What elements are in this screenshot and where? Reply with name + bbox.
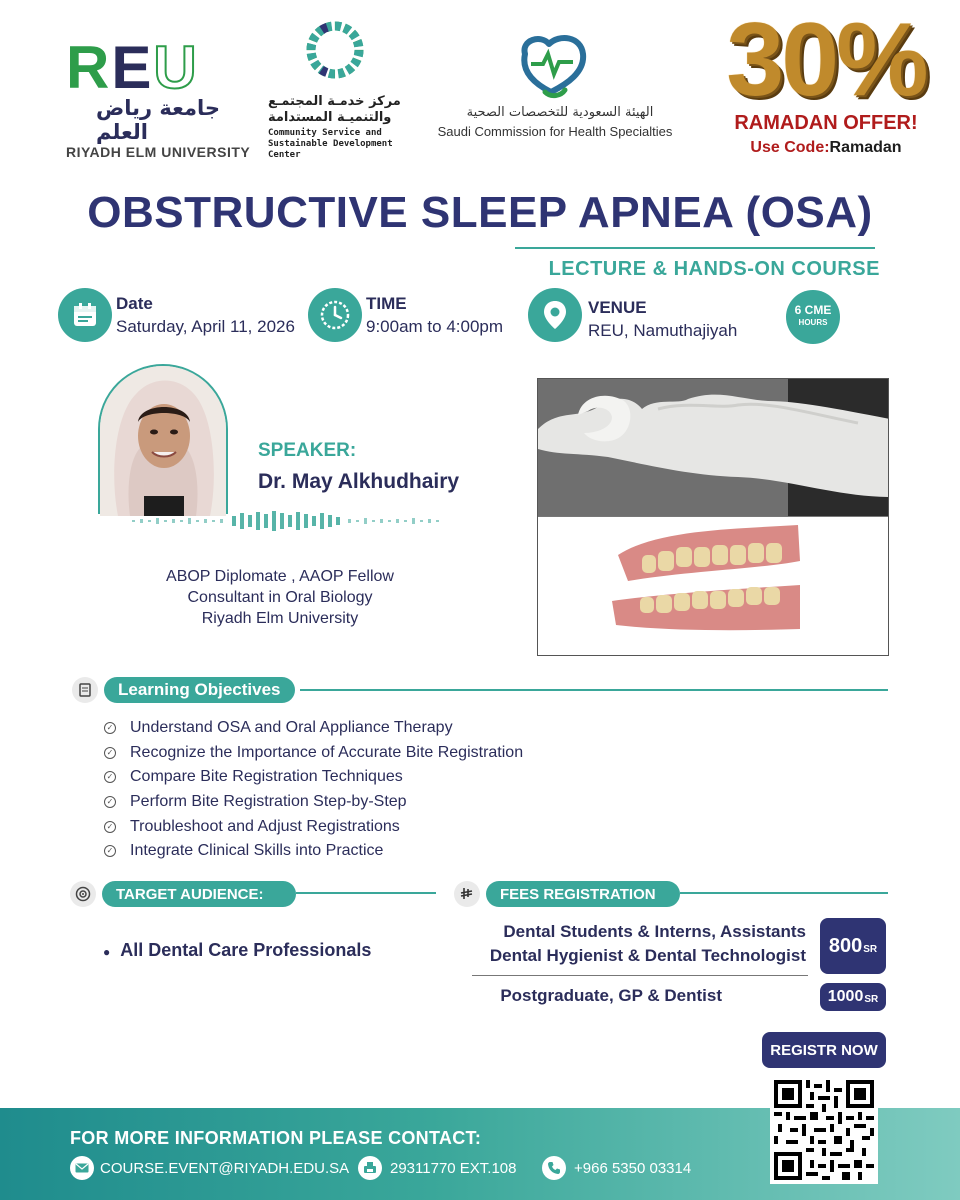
list-item [104, 814, 704, 839]
date-block [116, 294, 295, 337]
time-value: 9:00am to 4:00pm [366, 317, 504, 336]
fees-divider [680, 892, 888, 894]
objective-text: Compare Bite Registration Techniques [130, 768, 403, 786]
fees-heading: FEES REGISTRATION [486, 881, 680, 907]
community-english-line2: Sustainable Development Center [268, 139, 393, 160]
fee-tier-1-amount: 800 [828, 934, 863, 957]
community-ring-icon [305, 20, 365, 80]
check-icon: ✓ [104, 845, 116, 857]
community-arabic-name [268, 94, 401, 126]
footer-title: FOR MORE INFORMATION PLEASE CONTACT: [70, 1128, 482, 1148]
speaker-label: SPEAKER: [258, 440, 357, 461]
footer-phone[interactable]: 29311770 EXT.108 [390, 1160, 517, 1177]
email-icon [70, 1156, 94, 1180]
speaker-credentials [130, 566, 430, 629]
cme-hours-value: 6 CME [794, 303, 832, 317]
reu-arabic-name: جامعة رياض العلم [96, 96, 221, 144]
reu-english-name: RIYADH ELM UNIVERSITY [66, 144, 251, 160]
page-title: OBSTRUCTIVE SLEEP APNEA (OSA) [87, 188, 873, 237]
reu-logo-mark: REU [66, 34, 199, 101]
reu-logo [66, 34, 251, 160]
fee-tier-1-audience [440, 920, 806, 968]
objective-text: Understand OSA and Oral Appliance Therapy [130, 719, 453, 737]
bullet-icon: ● [103, 945, 111, 959]
footer-mobile[interactable]: +966 5350 03314 [574, 1160, 692, 1177]
objectives-list-icon [72, 677, 98, 703]
cme-hours-badge [786, 290, 840, 344]
fax-icon [358, 1156, 382, 1180]
fee-tier-1-currency: SR [863, 943, 878, 955]
audience-text: All Dental Care Professionals [120, 940, 372, 960]
check-icon: ✓ [104, 771, 116, 783]
oral-appliance-photo [537, 378, 889, 656]
fee-tier-2-amount: 1000 [827, 988, 864, 1005]
community-arabic-line2: والتنميـة المستدامة [268, 110, 392, 125]
scfhs-english-name: Saudi Commission for Health Specialties [437, 124, 673, 139]
objective-text: Recognize the Importance of Accurate Bite Registration [130, 743, 524, 761]
course-subtitle: LECTURE & HANDS-ON COURSE [548, 258, 880, 280]
speaker-credential-2: Consultant in Oral Biology [187, 589, 373, 606]
time-label: TIME [366, 294, 407, 313]
offer-code-line [708, 139, 944, 157]
community-english-line1: Community Service and [268, 128, 382, 138]
audience-heading: TARGET AUDIENCE: [102, 881, 296, 907]
time-block [366, 294, 503, 337]
speaker-credential-1: ABOP Diplomate , AAOP Fellow [166, 568, 394, 585]
fee-tier-2-audience: Postgraduate, GP & Dentist [500, 986, 722, 1005]
calendar-icon [58, 288, 112, 342]
riyal-currency-icon [454, 881, 480, 907]
offer-code: Ramadan [829, 139, 902, 156]
speaker-name: Dr. May Alkhudhairy [258, 470, 460, 493]
check-icon: ✓ [104, 722, 116, 734]
speaker-photo [100, 366, 226, 516]
fee-tier-2-currency: SR [864, 993, 879, 1005]
footer-email[interactable]: COURSE.EVENT@RIYADH.EDU.SA [100, 1160, 350, 1177]
objective-text: Perform Bite Registration Step-by-Step [130, 793, 407, 811]
venue-label: VENUE [588, 298, 647, 317]
audience-divider [296, 892, 436, 894]
list-item [104, 839, 704, 864]
objective-text: Integrate Clinical Skills into Practice [130, 842, 384, 860]
fee-tier-1-price [820, 918, 886, 974]
audience-item [103, 940, 371, 961]
objective-text: Troubleshoot and Adjust Registrations [130, 817, 400, 835]
clock-icon [308, 288, 362, 342]
objectives-list [104, 716, 704, 864]
scfhs-emblem-icon [517, 32, 589, 100]
objectives-divider [300, 689, 888, 691]
target-icon [70, 881, 96, 907]
community-english-name [268, 128, 405, 161]
register-now-button[interactable]: REGISTR NOW [762, 1032, 886, 1068]
list-item [104, 741, 704, 766]
community-service-logo [265, 20, 405, 160]
scfhs-arabic-name: الهيئة السعودية للتخصصات الصحية [466, 105, 654, 120]
registration-qr-code[interactable] [770, 1076, 878, 1184]
fee-tier-1-line-1: Dental Students & Interns, Assistants [503, 922, 806, 941]
date-value: Saturday, April 11, 2026 [116, 317, 295, 336]
list-item [104, 790, 704, 815]
speaker-credential-3: Riyadh Elm University [201, 610, 359, 627]
check-icon: ✓ [104, 821, 116, 833]
check-icon: ✓ [104, 796, 116, 808]
fee-tier-2-price [820, 983, 886, 1011]
ramadan-offer [708, 4, 944, 164]
offer-percent: 30% [726, 2, 926, 118]
list-item [104, 765, 704, 790]
check-icon: ✓ [104, 747, 116, 759]
title-divider [515, 247, 875, 249]
offer-code-prefix: Use Code: [750, 139, 830, 156]
list-item [104, 716, 704, 741]
phone-icon [542, 1156, 566, 1180]
fee-tier-1-line-2: Dental Hygienist & Dental Technologist [489, 946, 806, 965]
venue-block [588, 298, 737, 341]
community-arabic-line1: مركز خدمـة المجتمـع [268, 94, 401, 109]
fee-divider [472, 975, 808, 976]
date-label: Date [116, 294, 153, 313]
scfhs-logo [435, 30, 675, 150]
objectives-heading: Learning Objectives [104, 677, 295, 703]
offer-label: RAMADAN OFFER! [734, 112, 918, 134]
location-pin-icon [528, 288, 582, 342]
venue-value: REU, Namuthajiyah [588, 321, 738, 340]
cme-hours-unit: HOURS [798, 318, 828, 327]
sound-wave-decoration [128, 510, 448, 532]
